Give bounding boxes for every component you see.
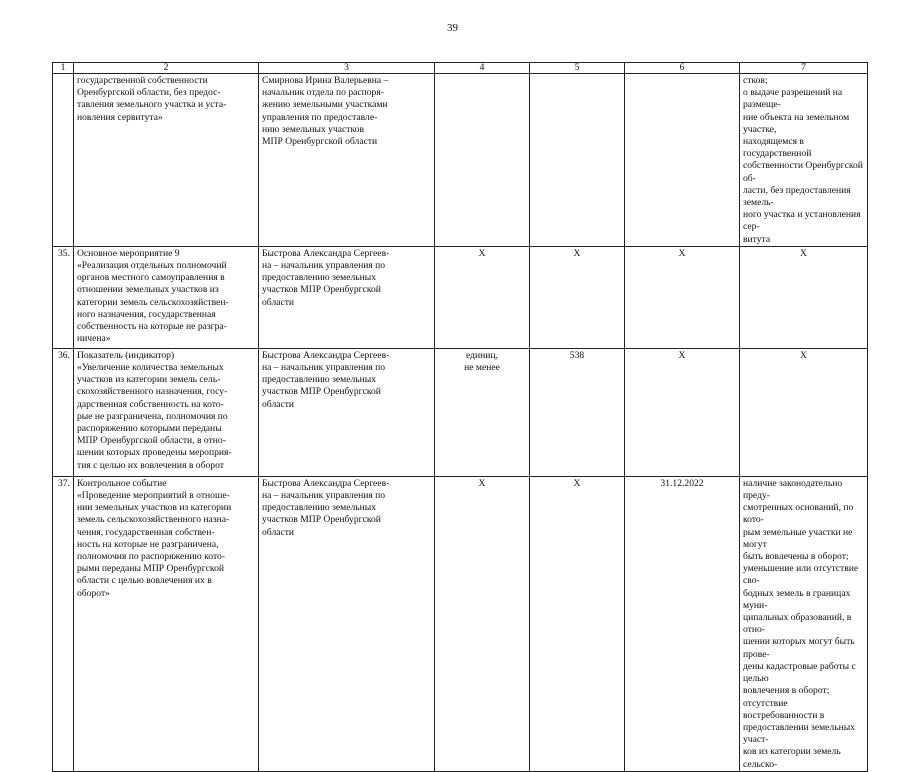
col6-value: Х — [625, 246, 740, 348]
measure-name: Показатель (индикатор) «Увеличение количества земельных участков из категории земель сель- скохозяйственного назначения, госу- дарственная собственность на кото- рые не разграничена, полномочия по распоряжению которыми переданы МПР Оренбургской области, в отно- шении которых проведены мероприя- тия с целью их вовлечения в оборот — [74, 348, 259, 476]
row-number: 36. — [53, 348, 74, 476]
responsible-person: Быстрова Александра Сергеев- на – начальник управления по предоставлению земельных участков МПР Оренбургской области — [259, 476, 435, 771]
col5-value: Х — [530, 246, 625, 348]
page-number: 39 — [447, 22, 458, 34]
col7-value: стков; о выдаче разрешений на размеще- ние объекта на земельном участке, находящемся в государственной собственности Оренбургской об- ласти, без предоставления земель- ного участка и установления сер- витута — [740, 74, 868, 247]
col7-value: Х — [740, 348, 868, 476]
program-table — [52, 62, 868, 772]
measure-name: Основное мероприятие 9 «Реализация отдельных полномочий органов местного самоуправления в отношении земельных участков из категории земель сельскохозяйствен- ного назначения, государственная собственность на которые не разгра- ничена» — [74, 246, 259, 348]
row-number: 37. — [53, 476, 74, 771]
responsible-person: Быстрова Александра Сергеев- на – начальник управления по предоставлению земельных участков МПР Оренбургской области — [259, 348, 435, 476]
col5-value: 538 — [530, 348, 625, 476]
header-cell: 3 — [259, 63, 435, 74]
header-cell: 1 — [53, 63, 74, 74]
col4-value: единиц, не менее — [435, 348, 530, 476]
table-row — [53, 476, 868, 771]
table-row — [53, 348, 868, 476]
measure-name: Контрольное событие «Проведение мероприятий в отноше- нии земельных участков из категории земель сельскохозяйственного назна- чения, государственная собствен- ность на которые не разграничена, полномочия по распоряжению кото- рыми переданы МПР Оренбургской области с целью вовлечения их в оборот» — [74, 476, 259, 771]
col4-value: Х — [435, 246, 530, 348]
row-number: 35. — [53, 246, 74, 348]
col6-value — [625, 74, 740, 247]
col7-value: Х — [740, 246, 868, 348]
header-cell: 6 — [625, 63, 740, 74]
table-row — [53, 246, 868, 348]
col6-value: 31.12.2022 — [625, 476, 740, 771]
responsible-person: Смирнова Ирина Валерьевна – начальник отдела по распоря- жению земельными участками управления по предоставле- нию земельных участков МПР Оренбургской области — [259, 74, 435, 247]
col5-value: Х — [530, 476, 625, 771]
table-row — [53, 74, 868, 247]
col4-value: Х — [435, 476, 530, 771]
col4-value — [435, 74, 530, 247]
col5-value — [530, 74, 625, 247]
header-cell: 7 — [740, 63, 868, 74]
header-cell: 4 — [435, 63, 530, 74]
col7-value: наличие законодательно преду- смотренных оснований, по кото- рым земельные участки не могут быть вовлечены в оборот; уменьшение или отсутствие сво- бодных земель в границах муни- ципальных образований, в отно- шении которых могут быть прове- дены кадастровые работы с целью вовлечения в оборот; отсутствие востребованности в предоставлении земельных участ- ков из категории земель сельско- — [740, 476, 868, 771]
table-header-row — [53, 63, 868, 74]
col6-value: Х — [625, 348, 740, 476]
measure-name: государственной собственности Оренбургской области, без предос- тавления земельного участка и уста- новления сервитута» — [74, 74, 259, 247]
header-cell: 2 — [74, 63, 259, 74]
row-number — [53, 74, 74, 247]
responsible-person: Быстрова Александра Сергеев- на – начальник управления по предоставлению земельных участков МПР Оренбургской области — [259, 246, 435, 348]
header-cell: 5 — [530, 63, 625, 74]
